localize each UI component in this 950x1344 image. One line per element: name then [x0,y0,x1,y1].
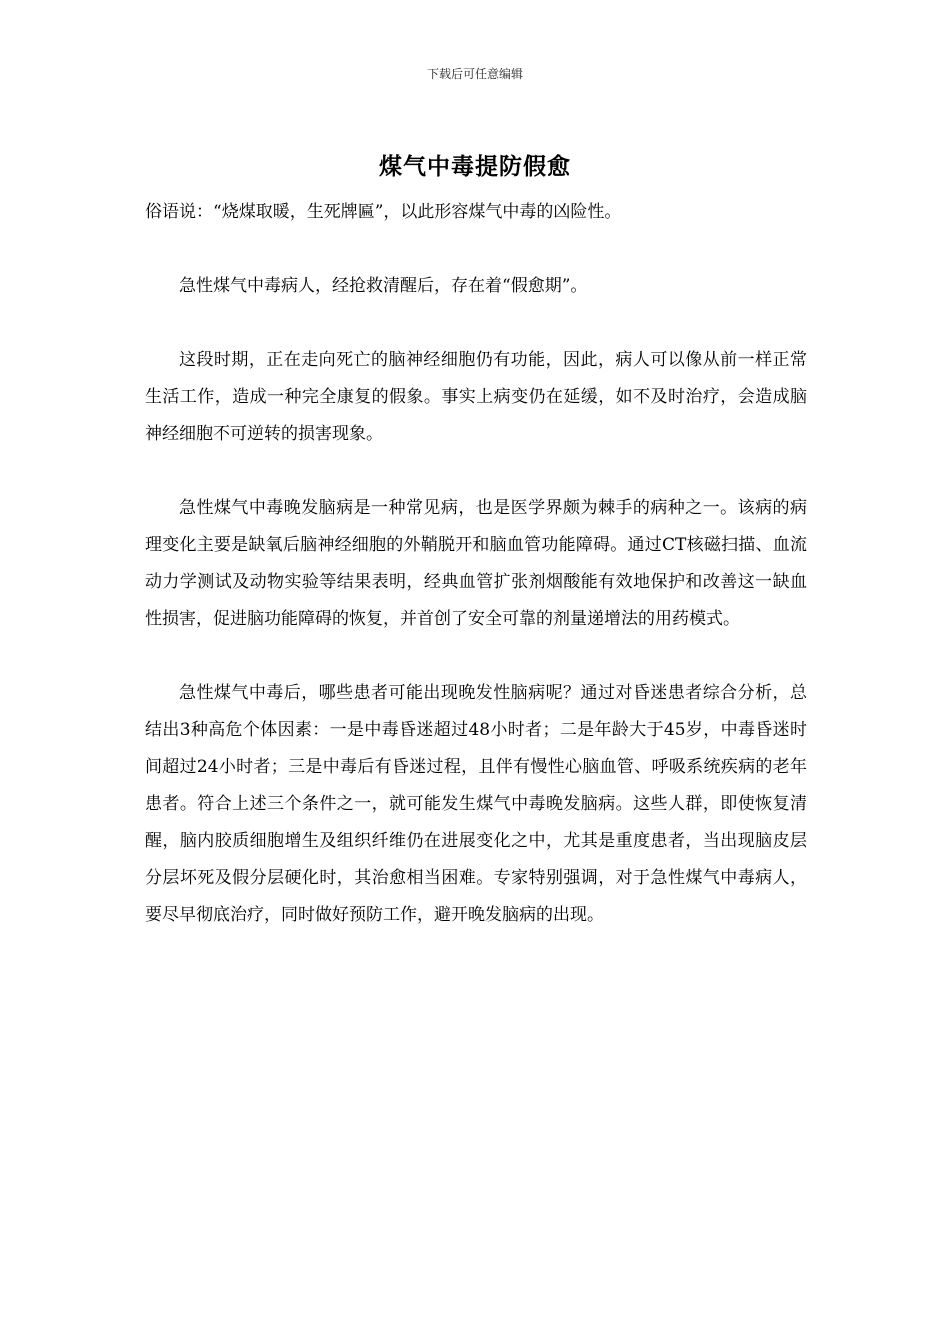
body-paragraph-2: 这段时期，正在走向死亡的脑神经细胞仍有功能，因此，病人可以像从前一样正常生活工作，造成一种完全康复的假象。事实上病变仍在延缓，如不及时治疗，会造成脑神经细胞不可逆转的损害现象。 [145,350,807,444]
body-paragraph-4: 急性煤气中毒后，哪些患者可能出现晚发性脑病呢？通过对昏迷患者综合分析，总结出3种高危个体因素：一是中毒昏迷超过48小时者；二是年龄大于45岁，中毒昏迷时间超过24小时者；三是中毒后有昏迷过程，且伴有慢性心脑血管、呼吸系统疾病的老年患者。符合上述三个条件之一，就可能发生煤气中毒晚发脑病。这些人群，即使恢复清醒，脑内胶质细胞增生及组织纤维仍在进展变化之中，尤其是重度患者，当出现脑皮层分层坏死及假分层硬化时，其治愈相当困难。专家特别强调，对于急性煤气中毒病人，要尽早彻底治疗，同时做好预防工作，避开晚发脑病的出现。 [145,683,807,925]
document-title: 煤气中毒提防假愈 [379,153,571,180]
body-paragraph-1: 急性煤气中毒病人，经抢救清醒后，存在着“假愈期”。 [179,276,588,296]
body-paragraph-3: 急性煤气中毒晚发脑病是一种常见病，也是医学界颇为棘手的病种之一。该病的病理变化主要是缺氧后脑神经细胞的外鞘脱开和脑血管功能障碍。通过CT核磁扫描、血流动力学测试及动物实验等结果表明，经典血管扩张剂烟酸能有效地保护和改善这一缺血性损害，促进脑功能障碍的恢复，并首创了安全可靠的剂量递增法的用药模式。 [145,498,807,629]
document-body [145,194,807,934]
intro-paragraph: 俗语说：“烧煤取暖，生死牌匾”，以此形容煤气中毒的凶险性。 [145,202,622,222]
header-note: 下载后可任意编辑 [426,67,523,81]
